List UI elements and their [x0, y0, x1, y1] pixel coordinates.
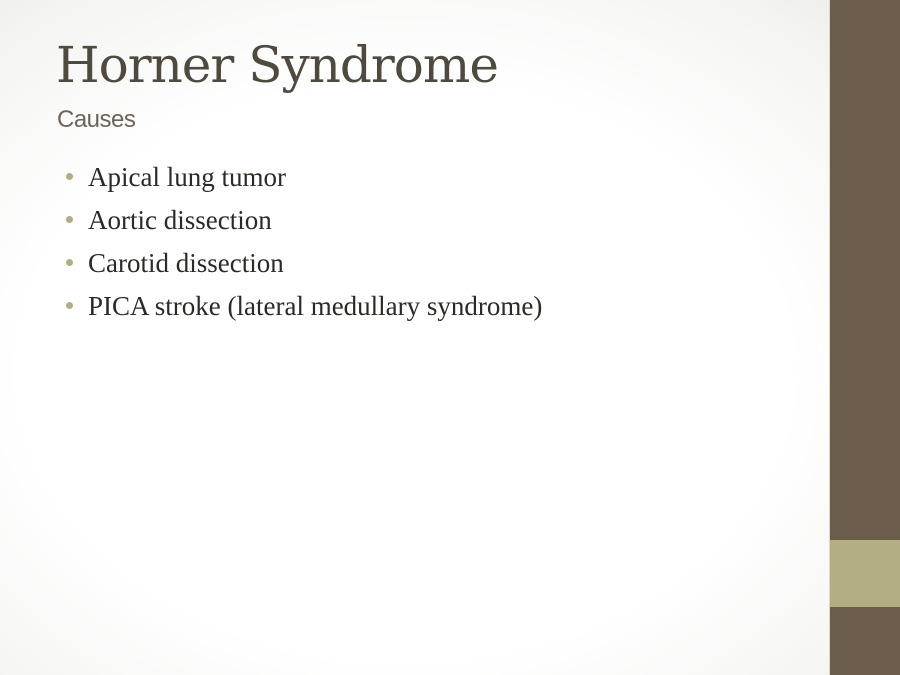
- bullet-text: Aortic dissection: [88, 205, 272, 235]
- bullet-list: [66, 162, 806, 334]
- bullet-text: PICA stroke (lateral medullary syndrome): [88, 291, 543, 321]
- bullet-dot-icon: [66, 216, 73, 223]
- slide-subtitle: Causes: [57, 106, 136, 133]
- bullet-dot-icon: [66, 302, 73, 309]
- bullet-item: [66, 162, 806, 205]
- slide-title: Horner Syndrome: [56, 36, 498, 94]
- bullet-item: [66, 205, 806, 248]
- bullet-dot-icon: [66, 173, 73, 180]
- bullet-item: [66, 248, 806, 291]
- bullet-text: Apical lung tumor: [88, 162, 286, 192]
- bullet-item: [66, 291, 806, 334]
- bullet-dot-icon: [66, 259, 73, 266]
- sidebar-accent-block: [830, 540, 900, 607]
- bullet-text: Carotid dissection: [88, 248, 284, 278]
